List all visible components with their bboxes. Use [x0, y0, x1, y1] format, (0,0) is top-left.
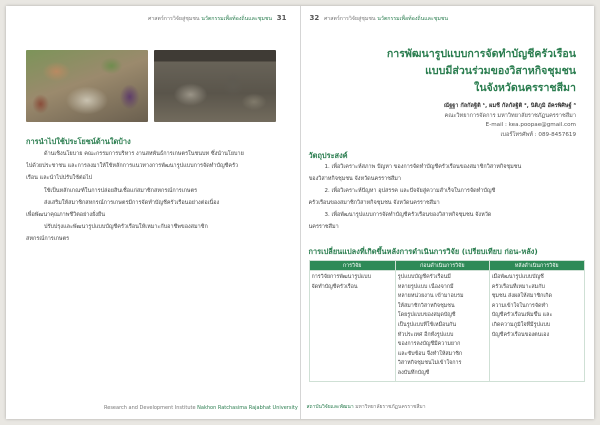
table-row — [309, 271, 584, 382]
footer-institute: สถาบันวิจัยและพัฒนา — [306, 404, 354, 410]
section-name: นวัตกรรมเพื่อท้องถิ่นและชุมชน — [377, 16, 449, 22]
cell-line: จัดทำบัญชีครัวเรือน — [311, 283, 358, 290]
page-footer — [104, 405, 298, 411]
page-footer — [307, 403, 426, 411]
objective-line: 2. เพื่อวิเคราะห์ปัญหา อุปสรรค และปัจจัยสู่ความสำเร็จในการจัดทำบัญชี — [324, 188, 496, 194]
footer-university: Nakhon Ratchasima Rajabhat University — [197, 405, 298, 411]
journal-name: ศาสตร์การวิจัยสู่ชุมชน — [147, 16, 200, 22]
cell-line: และซับซ้อน จึงทำให้สมาชิก — [397, 350, 463, 357]
cell-line: วิสาหกิจชุมชนไม่เข้าใจการ — [397, 360, 462, 367]
cell-line: เป็นรูปแบบที่ใช้เหมือนกัน — [397, 321, 457, 328]
objective-line: ของวิสาหกิจชุมชน จังหวัดนครราชสีมา — [308, 176, 401, 182]
cell-line: ครัวเรือนที่เหมาะสมกับ — [491, 283, 545, 290]
title-line: ในจังหวัดนครราชสีมา — [474, 82, 576, 94]
author-names: ณัฐฐา กัลกัลฐิติ ¹, ผมชี กัลกัลฐิติ ², นิติภูมิ อัครพิศิษฐ์ ³ — [443, 103, 576, 109]
objective-line: 1. เพื่อวิเคราะห์สภาพ ปัญหา ของการจัดทำบัญชีครัวเรือนของสมาชิกวิสาหกิจชุมชน — [324, 164, 522, 170]
text-line: ปรับปรุงและพัฒนารูปแบบบัญชีครัวเรือนให้เหมาะกับอาชีพของสมาชิก — [44, 224, 208, 231]
text-line: ส่งเสริมให้สมาชิกสหกรณ์การเกษตรมีการจัดทำบัญชีครัวเรือนอย่างต่อเนื่อง — [44, 199, 220, 206]
comparison-table — [309, 260, 585, 382]
article-title — [387, 46, 576, 97]
comparison-heading: การเปลี่ยนแปลงที่เกิดขึ้นหลังการดำเนินการวิจัย (เปรียบเทียบ ก่อน-หลัง) — [308, 247, 538, 256]
cell-line: ลงบันทึกบัญชี — [397, 369, 430, 376]
section-name: นวัตกรรมเพื่อท้องถิ่นและชุมชน — [201, 16, 273, 22]
title-line: การพัฒนารูปแบบการจัดทำบัญชีครัวเรือน — [386, 48, 576, 60]
cell-line: ของการลงบัญชีมีความยาก — [397, 341, 461, 348]
cell-line: บัญชีครัวเรือนของตนเอง — [491, 331, 550, 338]
left-page — [6, 6, 301, 419]
page-number: 32 — [309, 14, 320, 22]
header-after: หลังดำเนินการวิจัย — [489, 261, 584, 271]
author-block — [444, 102, 576, 140]
objectives-text — [309, 161, 579, 233]
journal-name: ศาสตร์การวิจัยสู่ชุมชน — [323, 16, 376, 22]
text-line: เพื่อพัฒนาคุณภาพชีวิตอย่างยั่งยืน — [26, 212, 105, 219]
cell-line: รูปแบบบัญชีครัวเรือนมี — [397, 274, 451, 280]
cell-line: การวิจัยการพัฒนารูปแบบ — [311, 274, 371, 280]
text-line: ไปด้วยประชาชน และการลงมาให้ใช้หลักการแนวทางการพัฒนารูปแบบการจัดทำบัญชีครัว — [26, 163, 239, 170]
cell-line: ชุมชน ส่งผลให้สมาชิกเกิด — [491, 293, 553, 300]
cell-line: หลายรูปแบบ เนื่องจากมี — [397, 283, 454, 290]
meeting-photo — [154, 50, 276, 122]
title-line: แบบมีส่วนร่วมของวิสาหกิจชุมชน — [425, 65, 576, 77]
workshop-photo — [26, 50, 148, 122]
benefits-text — [26, 148, 278, 246]
footer-university: มหาวิทยาลัยราชภัฏนครราชสีมา — [355, 404, 426, 410]
cell-research — [309, 271, 395, 382]
text-line: เรือน และนำไปปรับใช้ต่อไป — [26, 175, 93, 182]
objective-line: 3. เพื่อพัฒนารูปแบบการจัดทำบัญชีครัวเรือนของวิสาหกิจชุมชน จังหวัด — [324, 212, 492, 218]
page-header — [148, 14, 290, 23]
cell-line: บัญชีครัวเรือนเพิ่มขึ้น และ — [491, 312, 553, 319]
objective-line: ครัวเรือนของสมาชิกวิสาหกิจชุมชน จังหวัดนครราชสีมา — [308, 200, 440, 206]
photo-row — [26, 50, 276, 122]
cell-line: เกิดความภูมิใจที่มีรูปแบบ — [491, 321, 551, 328]
objectives-heading: วัตถุประสงค์ — [308, 151, 348, 160]
page-number: 31 — [276, 14, 287, 22]
right-page — [301, 6, 595, 419]
author-phone: เบอร์โทรศัพท์ : 089-8457619 — [500, 131, 576, 138]
table-header-row — [309, 261, 584, 271]
cell-line: ให้สมาชิกวิสาหกิจชุมชน — [397, 302, 455, 309]
cell-line: เมื่อพัฒนารูปแบบบัญชี — [491, 274, 544, 280]
text-line: สหกรณ์การเกษตร — [26, 236, 70, 243]
objective-line: นครราชสีมา — [308, 224, 339, 230]
cell-before — [395, 271, 489, 382]
cell-after — [489, 271, 584, 382]
journal-spread — [6, 6, 594, 419]
benefits-heading: การนำไปใช้ประโยชน์ด้านใดบ้าง — [26, 137, 131, 146]
header-research: การวิจัย — [309, 261, 395, 271]
header-before: ก่อนดำเนินการวิจัย — [395, 261, 489, 271]
footer-institute: Research and Development Institute — [104, 405, 196, 411]
page-header — [307, 14, 449, 23]
cell-line: ความเข้าใจในการจัดทำ — [491, 302, 549, 309]
cell-line: โดยรูปแบบของสมุดบัญชี — [397, 312, 456, 319]
author-email: E-mail : kea.poopae@gmail.com — [485, 122, 576, 128]
author-affiliation: คณะวิทยาการจัดการ มหาวิทยาลัยราชภัฏนครราชสีมา — [444, 112, 576, 119]
text-line: ด้านเชิงนโยบาย คณะกรรมการบริหาร งานสหพันธ์การเกษตรในชนบท ซึ่งนำนโยบาย — [44, 151, 244, 157]
text-line: ใช้เป็นหลักเกณฑ์ในการปล่อยสินเชื่อแก่สมาชิกสหกรณ์การเกษตร — [44, 187, 198, 194]
cell-line: หลายหน่วยงาน เข้ามาอบรม — [397, 293, 464, 300]
cell-line: ทั่วประเทศ อีกทั้งรูปแบบ — [397, 331, 454, 338]
